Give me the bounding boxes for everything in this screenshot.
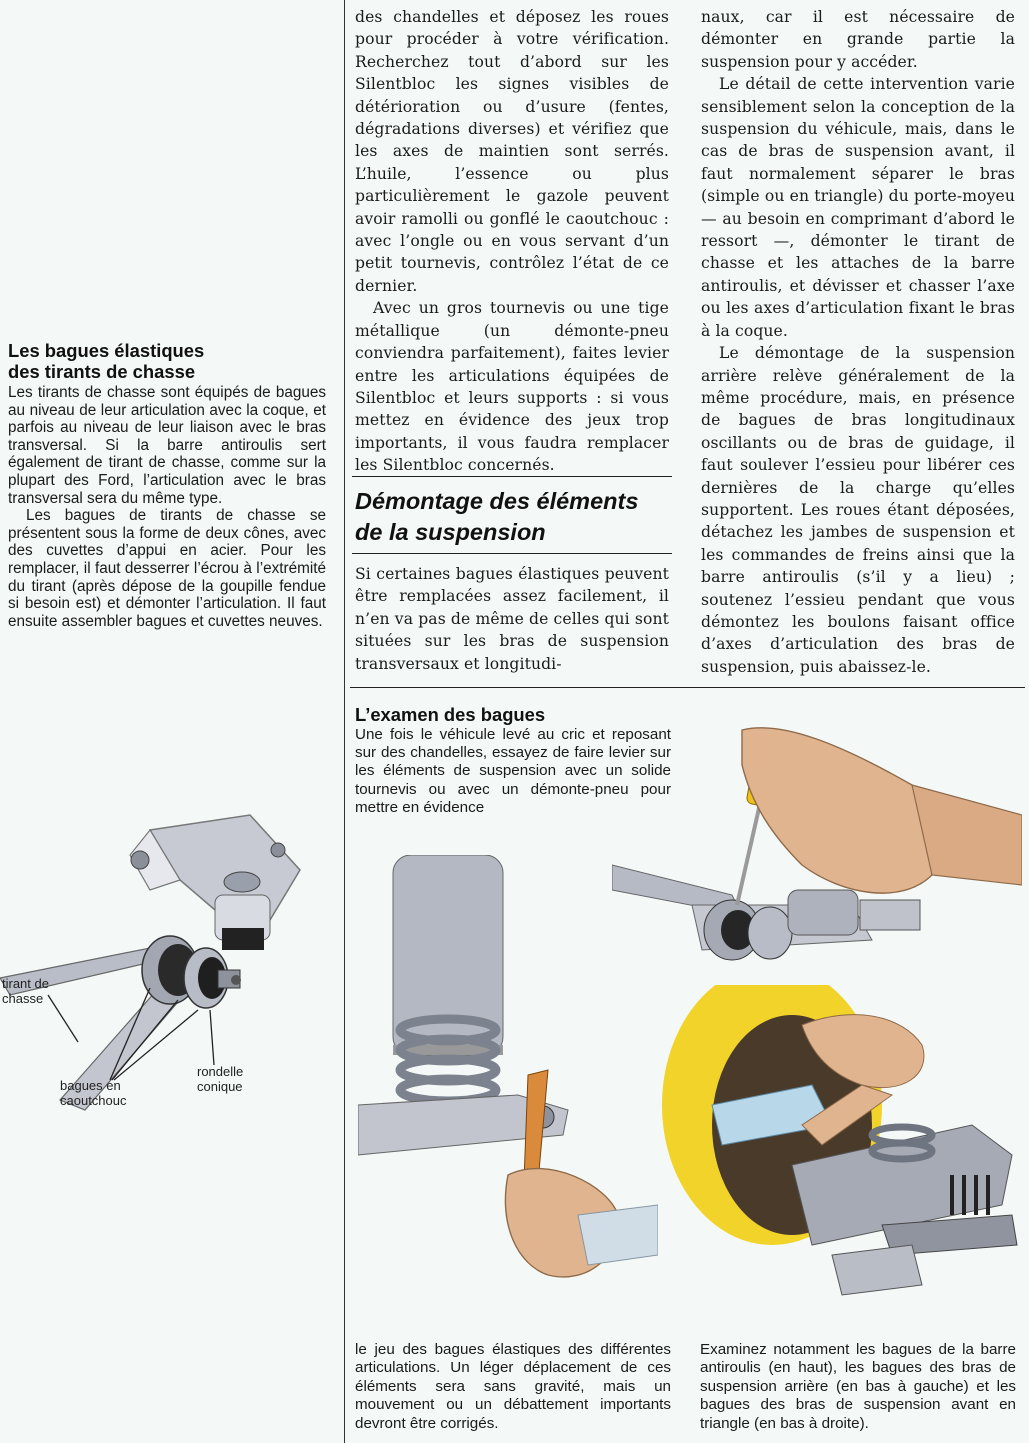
caption-right: Examinez notamment les bagues de la barre antiroulis (en haut), les bagues des bras de suspension arrière (en bas à gauche) et les bagues des bras de suspension avant en triangle (en bas à droite). — [700, 1341, 1016, 1432]
paragraph: Les bagues de tirants de chasse se présentent sous la forme de deux cônes, avec des cuvettes d’appui en acier. Pour les remplacer, il faut desserrer l’écrou à l’extrémité du tirant (après dépose de la goupille fendue si besoin est) et démonter l’articulation. Il faut ensuite assembler bagues et cuvettes neuves. — [8, 507, 326, 630]
label-rondelle-conique — [197, 1064, 243, 1094]
label-line: rondelle — [197, 1064, 244, 1079]
column-1 — [8, 341, 326, 630]
paragraph: naux, car il est nécessaire de démonter en grande partie la suspension pour y accéder. — [701, 8, 1015, 71]
paragraph: Les tirants de chasse sont équipés de bagues au niveau de leur articulation avec la coque, et parfois au niveau de leur liaison avec le bras transversal. Si la barre antiroulis sert également de tirant de chasse, comme sur la plupart des Ford, l’articulation avec le bras transversal sera du même type. — [8, 384, 326, 507]
section-title — [355, 486, 675, 548]
paragraph: Le détail de cette intervention varie sensiblement selon la conception de la suspension du véhicule, mais, dans le cas de bras de suspension avant, il faut normalement séparer le bras (simple ou en triangle) du porte-moyeu — au besoin en comprimant d’abord le ressort —, démonter le tirant de chasse et les attaches de la barre antiroulis, et dévisser et chasser l’axe ou les axes d’articulation fixant le bras à la coque. — [701, 75, 1015, 340]
heading-line: Les bagues élastiques — [8, 340, 205, 361]
antiroll-bar-inspection-illustration — [612, 725, 1022, 985]
label-tirant-de-chasse — [2, 976, 49, 1006]
title-line: Démontage des éléments — [355, 488, 639, 514]
front-wishbone-inspection-illustration — [652, 985, 1022, 1325]
column-divider — [344, 0, 345, 1443]
paragraph: Si certaines bagues élastiques peuvent être remplacées assez facilement, il n’en va pas de même de celles qui sont situées sur les bras de suspension transversaux et longitudi- — [355, 565, 669, 673]
subheading-examen: L’examen des bagues — [355, 704, 546, 725]
paragraph: Le démontage de la suspension arrière relève généralement de la même procédure, mais, en présence de bagues de bras longitudinaux oscillants ou de bras de guidage, il faut soulever l’essieu pour libérer ces dernières de la charge qu’elles supportent. Les roues étant déposées, détachez les jambes de suspension et les commandes de freins ainsi que la barre antiroulis (s’il y a lieu) ; soutenez l’essieu pendant que vous démontez les boulons faisant office d’axes d’articulation des bras de suspension, puis abaissez-le. — [701, 344, 1015, 676]
section-heading-block — [355, 486, 675, 548]
label-line: chasse — [2, 991, 44, 1006]
rear-spring-inspection-illustration — [358, 855, 658, 1340]
paragraph: Avec un gros tournevis ou une tige métallique (un démonte-pneu conviendra parfaitement), faites levier entre les articulations équipées de Silentbloc et leurs supports : si vous mettez en évidence des jeux trop importants, il vous faudra remplacer les Silentbloc concernés. — [355, 299, 669, 475]
antiroll-drawing — [612, 725, 1022, 985]
label-line: conique — [197, 1079, 243, 1094]
section-rule — [352, 476, 672, 477]
title-line: de la suspension — [355, 519, 546, 545]
label-line: caoutchouc — [60, 1093, 127, 1108]
caption-left-block — [355, 1341, 671, 1433]
examen-intro-text: Une fois le véhicule levé au cric et reposant sur des chandelles, essayez de faire levier sur les éléments de suspension avec un solide tournevis ou avec un démonte-pneu pour mettre en évidence — [355, 725, 671, 817]
caption-right-block — [700, 1341, 1016, 1433]
column-2-continued — [355, 563, 669, 675]
wishbone-drawing — [652, 985, 1022, 1325]
rear-spring-drawing — [358, 855, 658, 1340]
caption-left: le jeu des bagues élastiques des différentes articulations. Un léger déplacement de ces éléments sera sans gravité, mais un mouvement ou un débattement importants devront être corrigés. — [355, 1341, 671, 1432]
subheading-bagues-tirants — [8, 341, 326, 382]
label-line: bagues en — [60, 1078, 121, 1093]
examen-top-rule — [350, 687, 1025, 688]
section-rule-under — [352, 553, 672, 554]
paragraph: des chandelles et déposez les roues pour procéder à votre vérification. Recherchez tout d’abord sur les Silentbloc les signes visibles de détérioration ou d’usure (fentes, dégradations diverses) et vérifiez que les axes de maintien sont serrés. L’huile, l’essence ou plus particulièrement le gazole peuvent avoir ramolli ou gonflé le caoutchouc : avec l’ongle ou en vous servant d’un petit tournevis, contrôlez l’état de ce dernier. — [355, 8, 669, 295]
tie-rod-drawing — [0, 810, 340, 1120]
label-line: tirant de — [2, 976, 49, 991]
column-3 — [701, 6, 1015, 678]
heading-line: des tirants de chasse — [8, 360, 196, 382]
tie-rod-bushing-illustration — [0, 810, 340, 1120]
label-bagues-caoutchouc — [60, 1078, 127, 1108]
column-2 — [355, 6, 669, 477]
